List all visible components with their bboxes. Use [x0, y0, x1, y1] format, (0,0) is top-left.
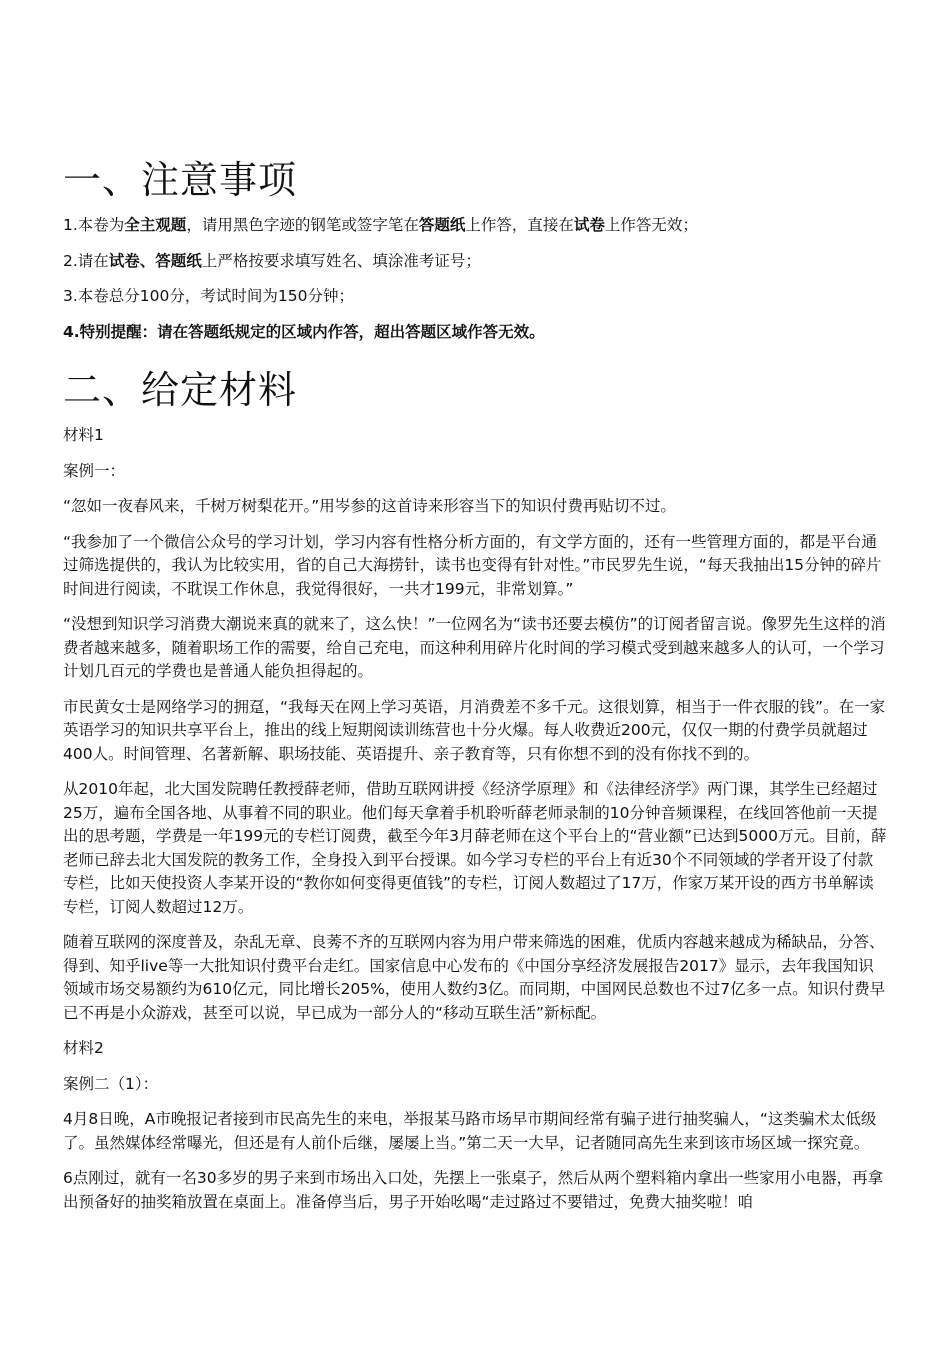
- paragraph: 4月8日晚，A市晚报记者接到市民高先生的来电，举报某马路市场早市期间经常有骗子进行抽奖骗人，“这类骗术太低级了。虽然媒体经常曝光，但还是有人前仆后继，屡屡上当。”第二天一大早，记者随同高先生来到该市场区域一探究竟。: [63, 1110, 877, 1152]
- note-1: 1.本卷为全主观题，请用黑色字迹的钢笔或签字笔在答题纸上作答，直接在试卷上作答无效；: [63, 216, 698, 234]
- section2-heading: 二、给定材料: [63, 368, 298, 412]
- section1-heading: 一、注意事项: [63, 158, 298, 202]
- paragraph: 6点刚过，就有一名30多岁的男子来到市场出入口处，先摆上一张桌子，然后从两个塑料箱内拿出一些家用小电器，再拿出预备好的抽奖箱放置在桌面上。准备停当后，男子开始吆喝“走过路过不要错过，免费大抽奖啦！咱: [63, 1169, 884, 1211]
- paragraph: “我参加了一个微信公众号的学习计划，学习内容有性格分析方面的，有文学方面的，还有一些管理方面的，都是平台通过筛选提供的，我认为比较实用，省的自己大海捞针，读书也变得有针对性。”市民罗先生说，“每天我抽出15分钟的碎片时间进行阅读，不耽误工作休息，我觉得很好，一共才199元，非常划算。”: [63, 532, 882, 598]
- material-2-label: 材料2: [63, 1039, 104, 1057]
- document-body: [63, 154, 887, 1226]
- case-1-label: 案例一：: [63, 461, 126, 480]
- paragraph: “忽如一夜春风来，千树万树梨花开。”用岑参的这首诗来形容当下的知识付费再贴切不过。: [63, 497, 676, 515]
- note-4: 4.特别提醒：请在答题纸规定的区域内作答，超出答题区域作答无效。: [63, 322, 545, 341]
- paragraph: “没想到知识学习消费大潮说来真的就来了，这么快！”一位网名为“读书还要去模仿”的订阅者留言说。像罗先生这样的消费者越来越多，随着职场工作的需要，给自己充电，而这种利用碎片化时间的学习模式受到越来越多人的认可，一个学习计划几百元的学费也是普通人能负担得起的。: [63, 615, 886, 680]
- material-1-label: 材料1: [63, 426, 104, 444]
- note-3: 3.本卷总分100分，考试时间为150分钟；: [63, 287, 354, 305]
- case-2-label: 案例二（1）：: [63, 1074, 159, 1093]
- paragraph: 随着互联网的深度普及，杂乱无章、良莠不齐的互联网内容为用户带来筛选的困难，优质内容越来越成为稀缺品，分答、得到、知乎live等一大批知识付费平台走红。国家信息中心发布的《中国分享经济发展报告2017》显示，去年我国知识领域市场交易额约为610亿元，同比增长205%，使用人数约3亿。而同期，中国网民总数也不过7亿多一点。知识付费早已不再是小众游戏，甚至可以说，早已成为一部分人的“移动互联生活”新标配。: [63, 933, 886, 1022]
- note-2: 2.请在试卷、答题纸上严格按要求填写姓名、填涂准考证号；: [63, 251, 481, 270]
- paragraph: 从2010年起，北大国发院聘任教授薛老师，借助互联网讲授《经济学原理》和《法律经济学》两门课，其学生已经超过25万，遍布全国各地、从事着不同的职业。他们每天拿着手机聆听薛老师录制的10分钟音频课程，在线回答他前一天提出的思考题，学费是一年199元的专栏订阅费，截至今年3月薛老师在这个平台上的“营业额”已达到5000万元。目前，薛老师已辞去北大国发院的教务工作，全身投入到平台授课。如今学习专栏的平台上有近30个不同领域的学者开设了付款专栏，比如天使投资人李某开设的“教你如何变得更值钱”的专栏，订阅人数超过了17万，作家万某开设的西方书单解读专栏，订阅人数超过12万。: [63, 780, 887, 916]
- paragraph: 市民黄女士是网络学习的拥趸，“我每天在网上学习英语，月消费差不多千元。这很划算，相当于一件衣服的钱”。在一家英语学习的知识共享平台上，推出的线上短期阅读训练营也十分火爆。每人收费近200元，仅仅一期的付费学员就超过400人。时间管理、名著新解、职场技能、英语提升、亲子教育等，只有你想不到的没有你找不到的。: [63, 697, 886, 763]
